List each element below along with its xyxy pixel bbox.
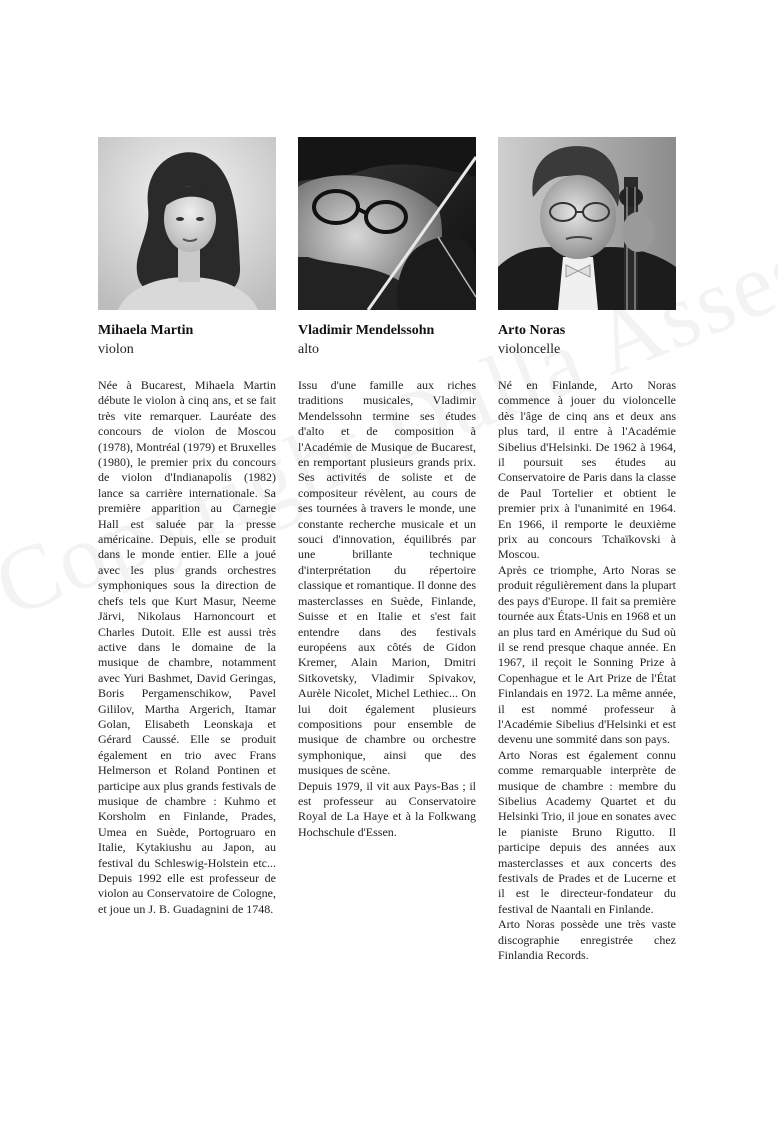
artist-column-arto-noras [498, 137, 676, 963]
bio-paragraph: Arto Noras est également connu comme remarquable interprète de musique de chambre : membre du Sibelius Academy Quartet et du Helsinki Trio, il joue en sonates avec le pianiste Bruno Rigutto. Il participe depuis des années aux masterclasses et aux concerts des festivals de Prades et de Lucerne et il est le directeur-fondateur du festival de Naantali en Finlande. [498, 747, 676, 916]
portrait-photo [98, 137, 276, 310]
artist-biography [298, 378, 476, 840]
artist-column-mihaela-martin [98, 137, 276, 917]
artist-instrument: alto [298, 342, 319, 357]
bio-paragraph: Depuis 1979, il vit aux Pays-Bas ; il est professeur au Conservatoire Royal de La Haye et à la Folkwang Hochschule d'Essen. [298, 778, 476, 839]
bio-paragraph: Après ce triomphe, Arto Noras se produit régulièrement dans la plupart des pays d'Europe. Il fait sa première tournée aux États-Unis en 1968 et un an plus tard en Amérique du Sud où il se rend presque chaque année. En 1967, il reçoit le Sonning Prize à Copenhague et le Art Prize de l'État Finlandais en 1972. La même année, il est nommé professeur à l'Académie Sibelius d'Helsinki et est devenu une sommité dans son pays. [498, 562, 676, 747]
artist-name: Arto Noras [498, 323, 566, 338]
portrait-mihaela-martin-image [98, 137, 276, 310]
artist-biography [498, 378, 676, 963]
portrait-vladimir-mendelssohn-image [298, 137, 476, 310]
artist-column-vladimir-mendelssohn [298, 137, 476, 840]
bio-paragraph: Né en Finlande, Arto Noras commence à jouer du violoncelle dès l'âge de cinq ans et deux ans plus tard, il entre à l'Académie Sibelius d'Helsinki. De 1962 à 1964, il poursuit ses études au Conservatoire de Paris dans la classe de Paul Tortelier et obtient le premier prix à l'unanimité en 1964. En 1966, il remporte le deuxième prix au concours Tchaïkovski à Moscou. [498, 378, 676, 562]
bio-paragraph: Issu d'une famille aux riches traditions musicales, Vladimir Mendelssohn termine ses études d'alto et de composition à l'Académie de Musique de Bucarest, en remportant plusieurs grands prix. Ses activités de soliste et de compositeur révèlent, au cours de ses tournées à travers le monde, une constante recherche musicale et un souci d'innovation, équilibrés par une brillante technique d'interprétation du répertoire classique et romantique. Il donne des masterclasses en Suède, Finlande, Suisse et en Italie et s'est fait entendre dans des festivals européens aux côtés de Gidon Kremer, Alain Marion, Dmitri Sitkovetsky, Vladimir Spivakov, Aurèle Nicolet, Michel Lethiec... On lui doit également plusieurs compositions pour ensemble de musique de chambre ou orchestre symphonique, ainsi que des musiques de scène. [298, 378, 476, 778]
artist-biography [98, 378, 276, 917]
portrait-photo [298, 137, 476, 310]
artist-name: Vladimir Mendelssohn [298, 323, 435, 338]
artist-instrument: violoncelle [498, 342, 561, 357]
bio-paragraph: Arto Noras possède une très vaste discographie enregistrée chez Finlandia Records. [498, 917, 676, 963]
artist-instrument: violon [98, 342, 134, 357]
portrait-photo [498, 137, 676, 310]
artist-name: Mihaela Martin [98, 323, 194, 338]
bio-paragraph: Née à Bucarest, Mihaela Martin débute le violon à cinq ans, et se fait très vite remarquer. Lauréate des concours de violon de Moscou (1978), Montréal (1979) et Bruxelles (1980), le premier prix du concours de violon d'Indianapolis (1982) lance sa carrière internationale. Sa première apparition au Carnegie Hall est saluée par la presse américaine. Depuis, elle se produit dans le monde entier. Elle a joué avec les plus grands orchestres symphoniques sous la direction de chefs tels que Kurt Masur, Neeme Järvi, Nikolaus Harnoncourt et Charles Dutoit. Elle est aussi très active dans le domaine de la musique de chambre, notamment avec Yuri Bashmet, David Geringas, Boris Pergamenschikow, Pavel Gililov, Martha Argerich, Itamar Golan, Elisabeth Leonskaja et Gérard Caussé. Elle se produit également en trio avec Frans Helmerson et Roland Pontinen et participe aux plus grands festivals de musique de chambre : Kuhmo et Korsholm en Finlande, Prades, Umea en Suède, Portogruaro en Italie, Kytakiushu au Japon, au festival du Schleswig-Holstein etc... Depuis 1992 elle est professeur de violon au Conservatoire de Cologne, et joue un J. B. Guadagnini de 1748. [98, 378, 276, 916]
portrait-arto-noras-image [498, 137, 676, 310]
